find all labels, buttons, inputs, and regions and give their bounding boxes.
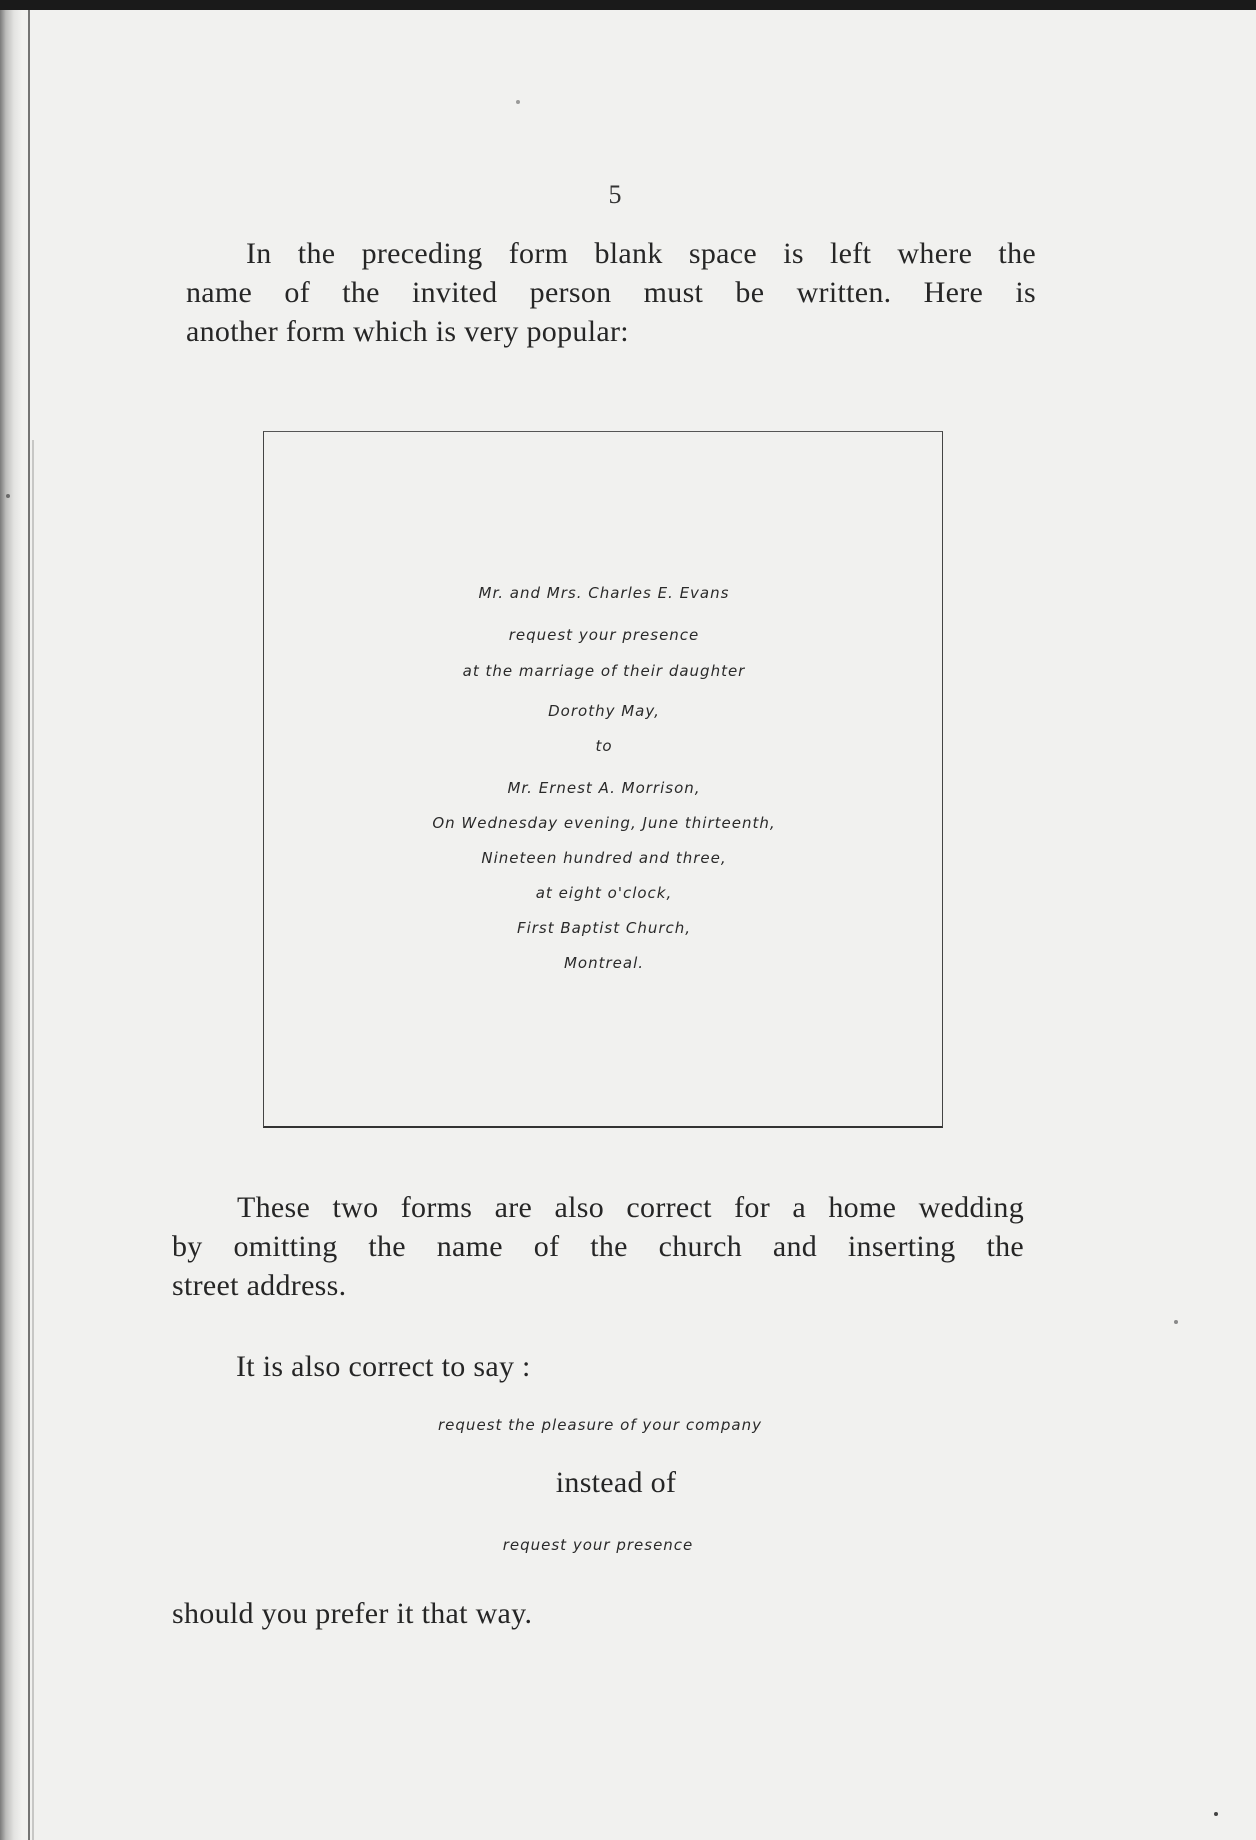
invitation-line: to <box>595 737 613 755</box>
invitation-line: On Wednesday evening, June thirteenth, <box>432 814 776 832</box>
invitation-line: Nineteen hundred and three, <box>481 849 727 867</box>
scan-speck <box>1174 1320 1178 1324</box>
closing-text: should you prefer it that way. <box>172 1597 533 1630</box>
also-correct-text: It is also correct to say : <box>236 1350 531 1383</box>
invitation-line: First Baptist Church, <box>516 919 692 937</box>
alternative-phrase: request the pleasure of your company <box>438 1416 762 1434</box>
instead-of-text: instead of <box>555 1466 677 1499</box>
original-phrase: request your presence <box>502 1536 694 1554</box>
invitation-line: at eight o'clock, <box>535 884 673 902</box>
paragraph-line: These two forms are also correct for a home wedding <box>237 1191 1024 1224</box>
invitation-line: Mr. and Mrs. Charles E. Evans <box>478 584 730 602</box>
invitation-line: Dorothy May, <box>548 702 660 720</box>
invitation-box <box>263 431 943 1128</box>
page-binding-shadow <box>32 440 34 1840</box>
invitation-line: Montreal. <box>563 954 645 972</box>
scan-speck <box>1214 1812 1218 1816</box>
scan-speck <box>6 494 10 498</box>
page-binding-line <box>28 10 30 1840</box>
scan-top-edge <box>0 0 1256 10</box>
paragraph-line: name of the invited person must be written. Here is <box>186 276 1036 309</box>
paragraph-home-wedding <box>172 1188 1024 1305</box>
paragraph-line: another form which is very popular: <box>186 315 629 348</box>
paragraph-line: In the preceding form blank space is left where the <box>246 237 1036 270</box>
paragraph-line: street address. <box>172 1269 347 1302</box>
paragraph-preceding-form <box>186 234 1036 351</box>
scan-left-edge <box>0 10 22 1840</box>
page-number: 5 <box>608 180 622 209</box>
scan-speck <box>516 100 520 104</box>
invitation-line: Mr. Ernest A. Morrison, <box>507 779 701 797</box>
invitation-line: at the marriage of their daughter <box>462 662 746 680</box>
paragraph-line: by omitting the name of the church and inserting the <box>172 1230 1024 1263</box>
invitation-line: request your presence <box>508 626 700 644</box>
